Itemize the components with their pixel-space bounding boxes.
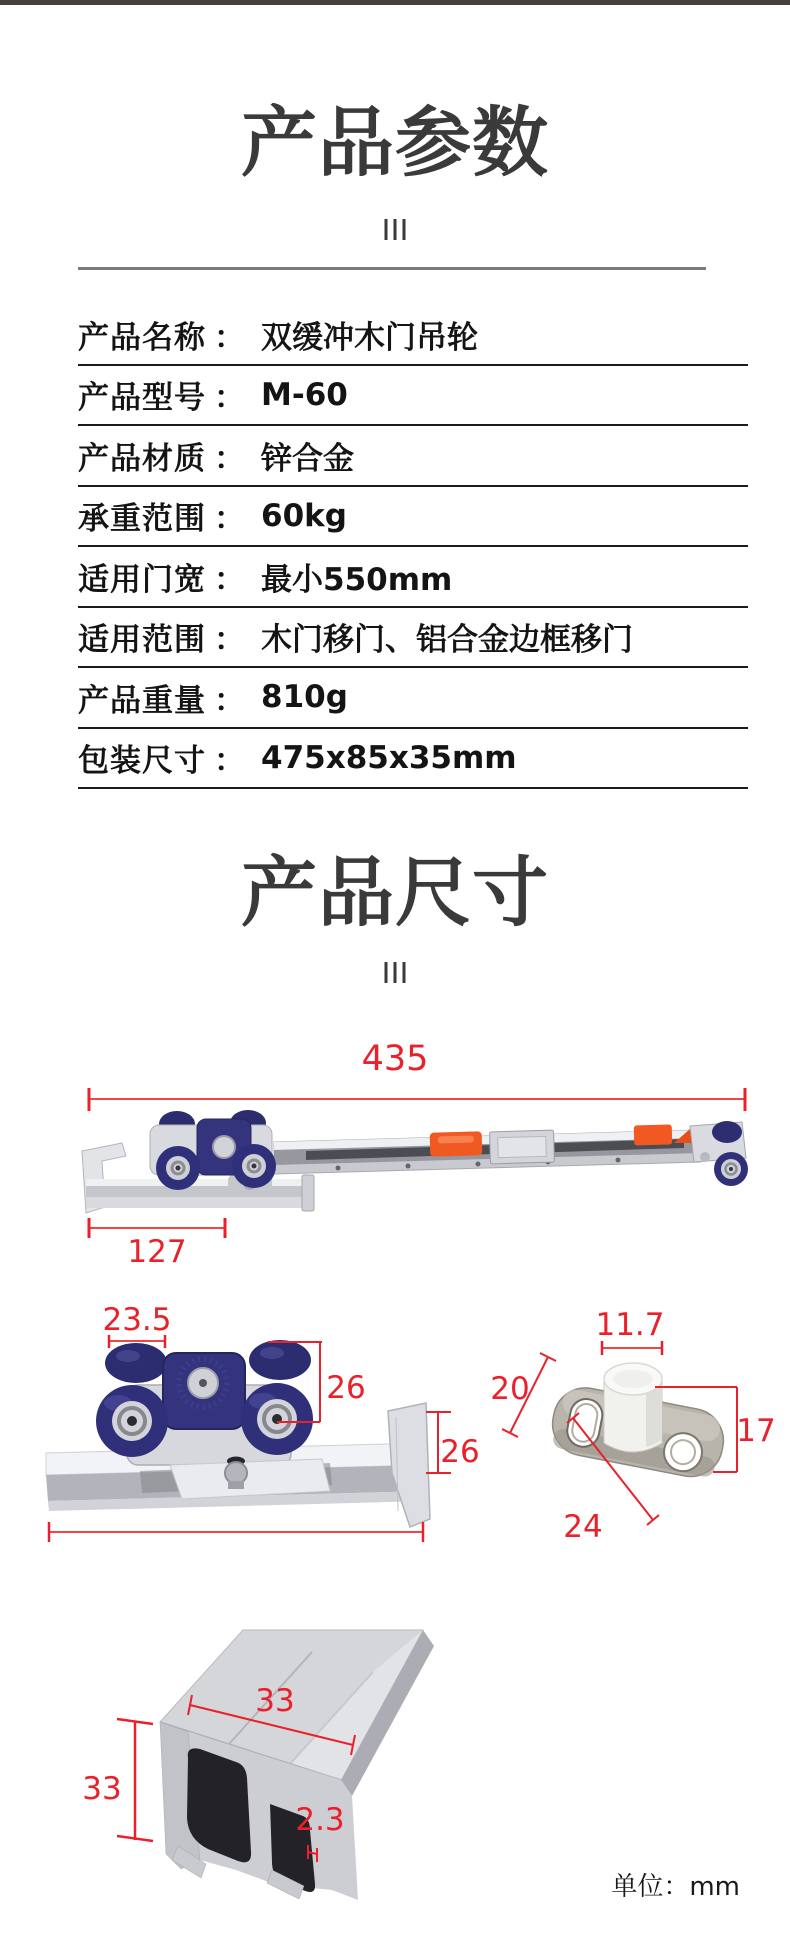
dim-label-plate-depth: 20 [490,1371,530,1407]
spec-label: 产品材质 [78,440,206,477]
spec-colon: ： [214,743,245,780]
spec-label: 承重范围 [78,501,206,538]
dim-label-plate-height: 17 [736,1413,776,1449]
top-edge-strip [0,0,790,5]
spec-row-model [78,366,748,427]
spec-colon: ： [214,682,245,719]
dim-label-stopper-height: 26 [440,1434,480,1470]
spec-label: 适用门宽 [78,561,206,598]
spec-value: 木门移门、铝合金边框移门 [261,622,633,659]
spec-colon: ： [214,622,245,659]
dim-label-total-length: 435 [361,1039,429,1079]
spec-colon: ： [214,380,245,417]
roller-closeup-photo [30,1333,476,1545]
dim-label-lip-thickness: 2.3 [295,1802,345,1838]
triple-bar-icon [385,219,406,240]
spec-table [78,305,748,789]
spec-row-name [78,305,748,366]
spec-value: 最小550mm [261,561,453,598]
spec-colon: ： [214,561,245,598]
spec-value: 475x85x35mm [261,739,517,776]
spec-row-material [78,426,748,487]
dim-label-pin-width: 11.7 [595,1307,665,1343]
dim-label-carriage-length: 127 [127,1234,187,1270]
dim-label-wheel-height: 26 [326,1370,366,1406]
spec-value: 810g [261,679,348,716]
spec-row-door-width [78,547,748,608]
spec-label: 包装尺寸 [78,743,206,780]
spec-label: 适用范围 [78,622,206,659]
track-profile-photo [60,1622,460,1917]
unit-note: 单位：mm [611,1872,740,1902]
spec-value: 锌合金 [261,440,354,477]
spec-value: 60kg [261,497,347,534]
spec-row-package [78,729,748,790]
section-title-dimensions: 产品尺寸 [241,848,549,937]
title-divider-rule [78,267,706,270]
dim-label-track-width: 33 [255,1683,295,1719]
spec-label: 产品重量 [78,682,206,719]
section-title-params: 产品参数 [241,98,549,187]
spec-row-load [78,487,748,548]
dim-label-track-height: 33 [82,1771,122,1807]
spec-value: M-60 [261,376,348,413]
dim-label-hole-spacing: 24 [563,1509,603,1545]
spec-row-weight [78,668,748,729]
spec-row-scope [78,608,748,669]
triple-bar-icon [385,962,406,983]
dim-label-wheel-group-width: 23.5 [102,1302,172,1338]
spec-value: 双缓冲木门吊轮 [261,319,478,356]
spec-label: 产品型号 [78,380,206,417]
spec-colon: ： [214,501,245,538]
spec-label: 产品名称 [78,319,206,356]
spec-colon: ： [214,440,245,477]
spec-colon: ： [214,319,245,356]
